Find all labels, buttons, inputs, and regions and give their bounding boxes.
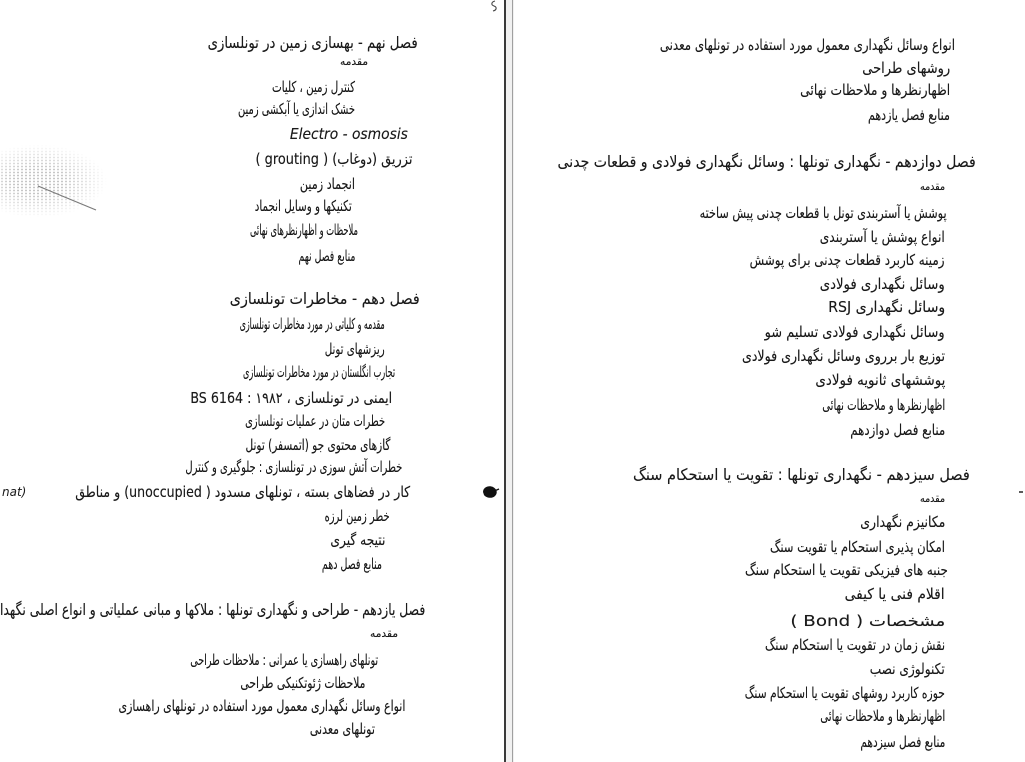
toc-entry: تکنیکها و وسایل انجماد — [255, 197, 352, 215]
toc-entry: نتیجه گیری — [329, 531, 385, 549]
ink-mark-icon — [488, 0, 500, 12]
toc-entry: امکان پذیری استحکام یا تقویت سنگ — [770, 538, 945, 556]
binding-edge — [512, 0, 513, 762]
chapter-heading: فصل سیزدهم - نگهداری تونلها : تقویت یا استحکام سنگ — [633, 465, 970, 484]
toc-entry: مکانیزم نگهداری — [859, 513, 945, 531]
toc-entry: ایمنی در تونلسازی ، BS 6164 : ۱۹۸۲ — [190, 389, 392, 407]
toc-entry: پوششهای ثانویه فولادی — [814, 371, 945, 389]
toc-entry: پوشش یا آستربندی تونل با قطعات چدنی پیش ساخته — [700, 204, 947, 222]
toc-entry: خشک اندازی یا آبکشی زمین — [238, 100, 355, 118]
toc-entry: خطرات متان در عملیات تونلسازی — [244, 412, 385, 430]
chapter-heading: فصل یازدهم - طراحی و نگهداری تونلها : ملاکها و مبانی عملیاتی و انواع اصلی نگهدا — [0, 600, 425, 619]
toc-entry: انجماد زمین — [299, 175, 355, 193]
toc-entry: توزیع بار برروی وسائل نگهداری فولادی — [741, 347, 945, 365]
left-page — [0, 0, 505, 762]
toc-entry: جنبه های فیزیکی تقویت یا استحکام سنگ — [745, 561, 948, 579]
toc-entry: وسائل نگهداری فولادی — [819, 275, 945, 293]
toc-entry: کنترل زمین ، کلیات — [271, 78, 355, 96]
toc-entry: ملاحظات ژئوتکنیکی طراحی — [239, 674, 365, 692]
ink-blot-icon — [480, 483, 500, 501]
toc-entry: ملاحظات و اظهارنظرهای نهائی — [249, 221, 358, 239]
toc-entry: زمینه کاربرد قطعات چدنی برای پوشش — [750, 251, 945, 269]
toc-entry: تزریق (دوغاب) ( grouting ) — [255, 150, 412, 168]
toc-entry: خطرات آتش سوزی در تونلسازی : جلوگیری و کنترل — [184, 458, 402, 476]
toc-entry-introduction: مقدمه — [340, 55, 368, 68]
toc-entry: روشهای طراحی — [862, 59, 950, 77]
chapter-13-section — [514, 0, 1025, 762]
toc-entry: گازهای محتوی جو (اتمسفر) تونل — [245, 436, 390, 454]
toc-entry: وسائل نگهداری فولادی تسلیم شو — [764, 323, 945, 341]
chapter-11-section — [0, 0, 505, 762]
toc-entry: اظهارنظرها و ملاحظات نهائی — [799, 81, 950, 99]
toc-entry: اظهارنظرها و ملاحظات نهائی — [822, 396, 945, 414]
toc-entry-introduction: مقدمه — [920, 180, 945, 193]
toc-entry: کار در فضاهای بسته ، تونلهای مسدود ( unoccupied) و مناطق — [75, 483, 410, 501]
toc-entry: مشخصات ( Bond ) — [790, 612, 945, 630]
toc-entry: وسائل نگهداری RSJ — [827, 298, 945, 316]
toc-entry: تونلهای راهسازی یا عمرانی : ملاحظات طراحی — [190, 651, 378, 669]
toc-entry: حوزه کاربرد روشهای تقویت یا استحکام سنگ — [744, 684, 945, 702]
toc-entry-references: منابع فصل یازدهم — [868, 106, 950, 124]
chapter-heading: فصل نهم - بهسازی زمین در تونلسازی — [207, 33, 418, 52]
toc-entry-references: منابع فصل نهم — [298, 247, 355, 265]
toc-entry: انواع وسائل نگهداری معمول مورد استفاده در تونلهای راهسازی — [118, 697, 405, 715]
chapter-heading: فصل دوازدهم - نگهداری تونلها : وسائل نگهداری فولادی و قطعات چدنی — [557, 152, 976, 171]
chapter-heading: فصل دهم - مخاطرات تونلسازی — [230, 289, 420, 308]
toc-entry: نقش زمان در تقویت یا استحکام سنگ — [764, 636, 945, 654]
right-page — [514, 0, 1025, 762]
toc-entry: اظهارنظرها و ملاحظات نهائی — [820, 707, 945, 725]
toc-entry-introduction: مقدمه — [920, 492, 945, 505]
toc-entry: تجارب انگلستان در مورد مخاطرات تونلسازی — [242, 363, 395, 381]
ink-mark-icon — [1018, 489, 1024, 495]
toc-entry: Electro - osmosis — [289, 125, 408, 143]
binding-edge — [504, 0, 506, 762]
toc-entry-references: منابع فصل دوازدهم — [849, 421, 945, 439]
toc-entry: ریزشهای تونل — [325, 340, 385, 358]
toc-entry: خطر زمین لرزه — [325, 507, 390, 525]
toc-entry: مقدمه و کلیاتی در مورد مخاطرات تونلسازی — [239, 315, 385, 333]
toc-entry: اقلام فنی یا کیفی — [844, 585, 945, 603]
toc-entry: انواع وسائل نگهداری معمول مورد استفاده در تونلهای معدنی — [659, 36, 955, 54]
toc-entry-introduction: مقدمه — [370, 627, 398, 640]
toc-entry: تکنولوژی نصب — [869, 660, 945, 678]
toc-entry: تونلهای معدنی — [310, 720, 375, 738]
toc-entry-references: منابع فصل سیزدهم — [860, 733, 945, 751]
clipped-margin-text: nat) — [2, 485, 27, 499]
toc-entry-references: منابع فصل دهم — [321, 555, 382, 573]
toc-entry: انواع پوشش یا آستربندی — [820, 228, 945, 246]
